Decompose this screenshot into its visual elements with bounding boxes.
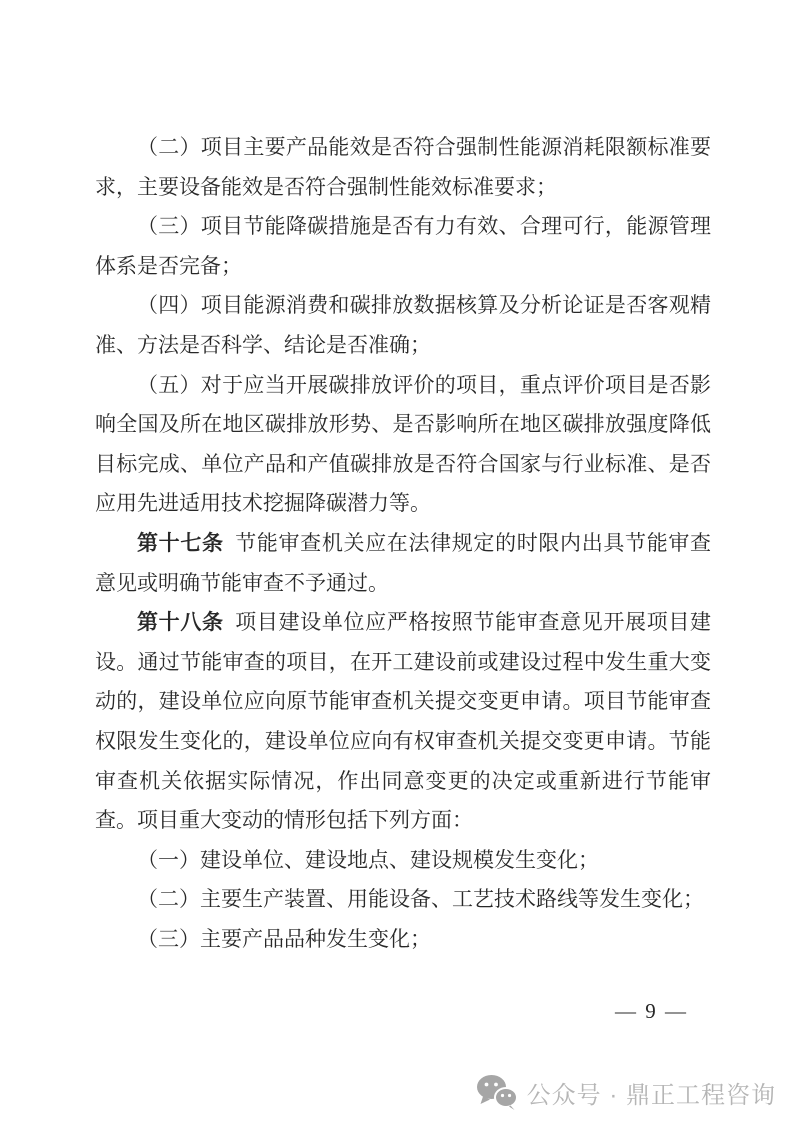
- article-number-label: 第十七条: [137, 531, 224, 555]
- wechat-icon: [476, 1074, 518, 1110]
- paragraph-text: （三）主要产品品种发生变化；: [137, 926, 431, 951]
- paragraph-text: （二）项目主要产品能效是否符合强制性能源消耗限额标准要求，主要设备能效是否符合强制性能效标准要求；: [95, 135, 711, 199]
- watermark-footer: [476, 1074, 776, 1110]
- paragraph-text: （二）主要生产装置、用能设备、工艺技术路线等发生变化；: [137, 887, 704, 912]
- paragraph-item-5: [95, 366, 711, 524]
- article-number-label: 第十八条: [137, 611, 224, 635]
- page-number: — 9 —: [615, 999, 686, 1023]
- paragraph-article-17: [95, 524, 711, 603]
- paragraph-text: （三）项目节能降碳措施是否有力有效、合理可行，能源管理体系是否完备；: [95, 214, 711, 278]
- watermark-text: 公众号 · 鼎正工程咨询: [526, 1081, 776, 1109]
- paragraph-list-item-2: [95, 880, 711, 920]
- paragraph-text: （四）项目能源消费和碳排放数据核算及分析论证是否客观精准、方法是否科学、结论是否准确；: [95, 293, 711, 357]
- paragraph-list-item-3: [95, 920, 711, 960]
- paragraph-text: （五）对于应当开展碳排放评价的项目，重点评价项目是否影响全国及所在地区碳排放形势、是否影响所在地区碳排放强度降低目标完成、单位产品和产值碳排放是否符合国家与行业标准、是否应用先进适用技术挖掘降碳潜力等。: [95, 372, 711, 516]
- paragraph-text: 项目建设单位应严格按照节能审查意见开展项目建设。通过节能审查的项目，在开工建设前或建设过程中发生重大变动的，建设单位应向原节能审查机关提交变更申请。项目节能审查权限发生变化的，建设单位应向有权审查机关提交变更申请。节能审查机关依据实际情况，作出同意变更的决定或重新进行节能审查。项目重大变动的情形包括下列方面：: [95, 610, 712, 833]
- document-body: [95, 128, 711, 959]
- paragraph-article-18: [95, 603, 711, 841]
- paragraph-item-4: [95, 286, 711, 365]
- paragraph-item-2: [95, 128, 711, 207]
- paragraph-list-item-1: [95, 841, 711, 881]
- paragraph-text: 节能审查机关应在法律规定的时限内出具节能审查意见或明确节能审查不予通过。: [95, 530, 712, 595]
- paragraph-text: （一）建设单位、建设地点、建设规模发生变化；: [137, 847, 599, 872]
- paragraph-item-3: [95, 207, 711, 286]
